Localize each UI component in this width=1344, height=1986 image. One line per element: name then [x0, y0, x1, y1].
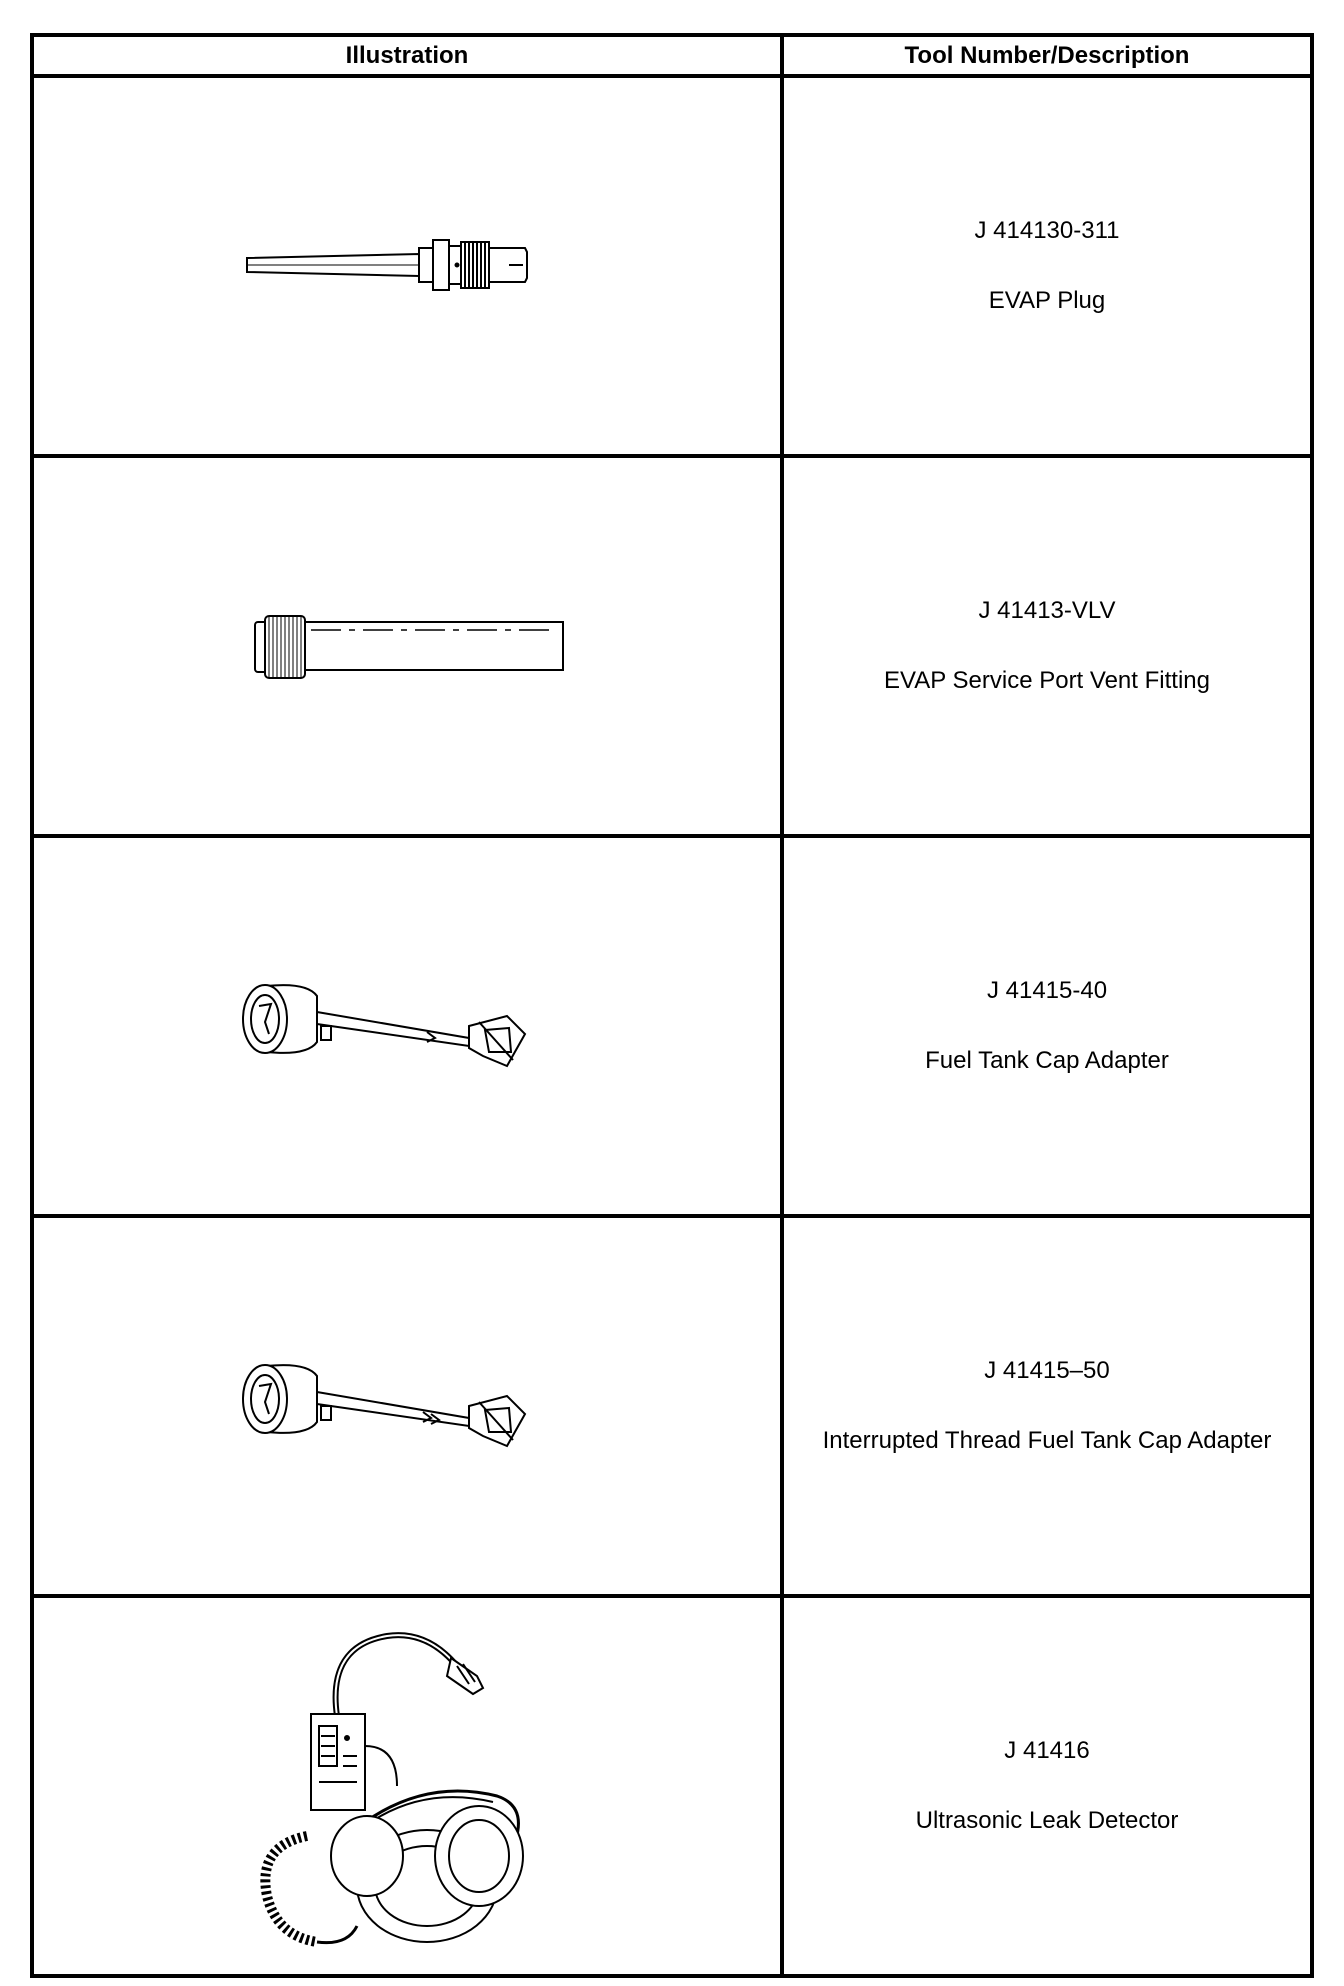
tool-description: Ultrasonic Leak Detector	[915, 1806, 1179, 1834]
tool-description: EVAP Service Port Vent Fitting	[884, 666, 1210, 694]
tool-description-cell	[782, 1596, 1312, 1976]
tool-description: Fuel Tank Cap Adapter	[925, 1046, 1169, 1074]
tool-description-cell	[782, 836, 1312, 1216]
tool-number: J 41415–50	[984, 1356, 1110, 1384]
table-row	[32, 836, 1312, 1216]
table-row	[32, 1216, 1312, 1596]
table-row	[32, 1596, 1312, 1976]
illustration-cell	[32, 456, 782, 836]
tool-number: J 41416	[1004, 1736, 1090, 1764]
tool-number: J 41415-40	[986, 976, 1108, 1004]
cap-adapter-icon	[207, 1336, 607, 1476]
tool-number: J 41413-VLV	[978, 596, 1116, 624]
illustration-cell	[32, 1596, 782, 1976]
header-row	[32, 35, 1312, 76]
tool-description: EVAP Plug	[988, 286, 1106, 314]
illustration-cell	[32, 76, 782, 456]
tool-description-cell	[782, 456, 1312, 836]
tool-header: Tool Number/Description	[782, 35, 1312, 76]
special-tools-table	[30, 33, 1314, 1978]
leak-detector-icon	[247, 1606, 567, 1966]
table-row	[32, 76, 1312, 456]
tool-description-cell	[782, 1216, 1312, 1596]
illustration-cell	[32, 836, 782, 1216]
table-row	[32, 456, 1312, 836]
tool-description: Interrupted Thread Fuel Tank Cap Adapter	[822, 1426, 1272, 1454]
illustration-header: Illustration	[32, 35, 782, 76]
tool-description-cell	[782, 76, 1312, 456]
tool-number: J 414130-311	[974, 216, 1120, 244]
evap-plug-icon	[207, 206, 607, 326]
cap-adapter-icon	[207, 956, 607, 1096]
vent-fitting-icon	[207, 586, 607, 706]
illustration-cell	[32, 1216, 782, 1596]
